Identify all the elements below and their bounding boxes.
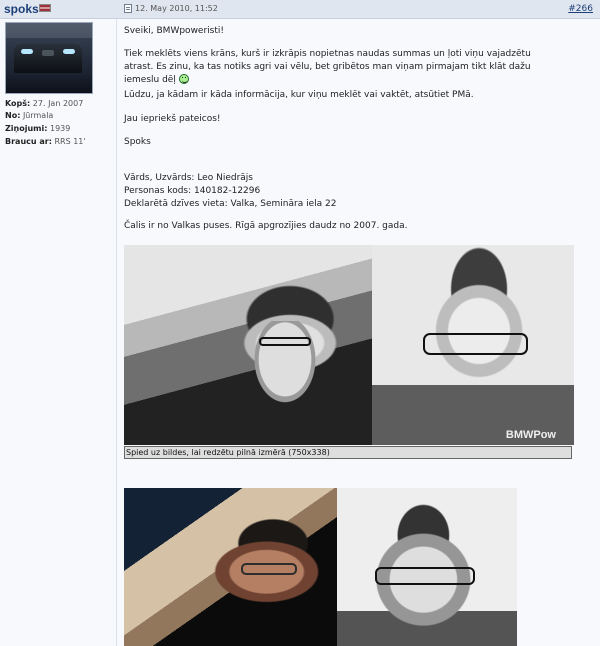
person-photo-id[interactable] [337, 488, 517, 646]
post-number-link[interactable]: #266 [568, 4, 593, 14]
avatar-highlight [6, 23, 92, 38]
person-photo-color[interactable] [124, 488, 337, 646]
watermark-text: BMWPow [505, 429, 556, 441]
profile-location-label: No: [5, 111, 21, 120]
profile-drives-label: Braucu ar: [5, 137, 52, 146]
profile-messages [5, 124, 70, 134]
greeting-text: Sveiki, BMWpoweristi! [124, 26, 224, 36]
message-paragraph-1-text: Tiek meklēts viens krāns, kurš ir izkrāpis nopietnas naudas summas un ļoti viņu vajadzētu atrast. Es zinu, ka tas notiks agri vai vēlu, bet gribētos man viņam pirmajam tikt klāt dažu iemeslu dēļ [124, 49, 531, 85]
profile-since-label: Kopš: [5, 99, 31, 108]
profile-location [5, 111, 53, 121]
profile-location-value: Jūrmala [22, 111, 54, 120]
profile-since-value: 27. Jan 2007 [32, 99, 84, 108]
name-line: Vārds, Uzvārds: Leo Niedrājs [124, 173, 253, 183]
message-paragraph-4: Čalis ir no Valkas puses. Rīgā apgrozījies daudz no 2007. gada. [124, 221, 408, 231]
smile-icon [179, 74, 189, 84]
post-date: 12. May 2010, 11:52 [135, 4, 218, 13]
person-photo-grayscale-right [372, 245, 574, 445]
personal-code-line: Personas kods: 140182-12296 [124, 186, 261, 196]
avatar [5, 22, 93, 94]
person-photo-grayscale-left [124, 245, 372, 445]
author-profile [0, 19, 117, 646]
image-caption-link[interactable]: Spied uz bildes, lai redzētu pilnā izmērā (750x338) [124, 446, 572, 459]
post-icon [124, 4, 132, 13]
profile-messages-label: Ziņojumi: [5, 124, 48, 133]
address-line: Deklarētā dzīves vieta: Valka, Semināra iela 22 [124, 199, 337, 209]
profile-since [5, 99, 83, 109]
profile-messages-value: 1939 [50, 124, 71, 133]
message-paragraph-2: Lūdzu, ja kādam ir kāda informācija, kur viņu meklēt vai vaktēt, atsūtiet PMā. [124, 90, 474, 100]
post-header [0, 0, 600, 19]
car-image [14, 44, 82, 73]
author-link[interactable]: spoks [4, 2, 39, 16]
message-paragraph-3: Jau iepriekš pateicos! [124, 114, 221, 124]
profile-drives [5, 137, 86, 147]
signature-text: Spoks [124, 137, 151, 147]
profile-drives-value: RRS 11' [54, 137, 86, 146]
person-photo-pair[interactable] [124, 245, 574, 445]
latvia-flag-icon [39, 4, 51, 12]
message-paragraph-1 [124, 48, 554, 87]
